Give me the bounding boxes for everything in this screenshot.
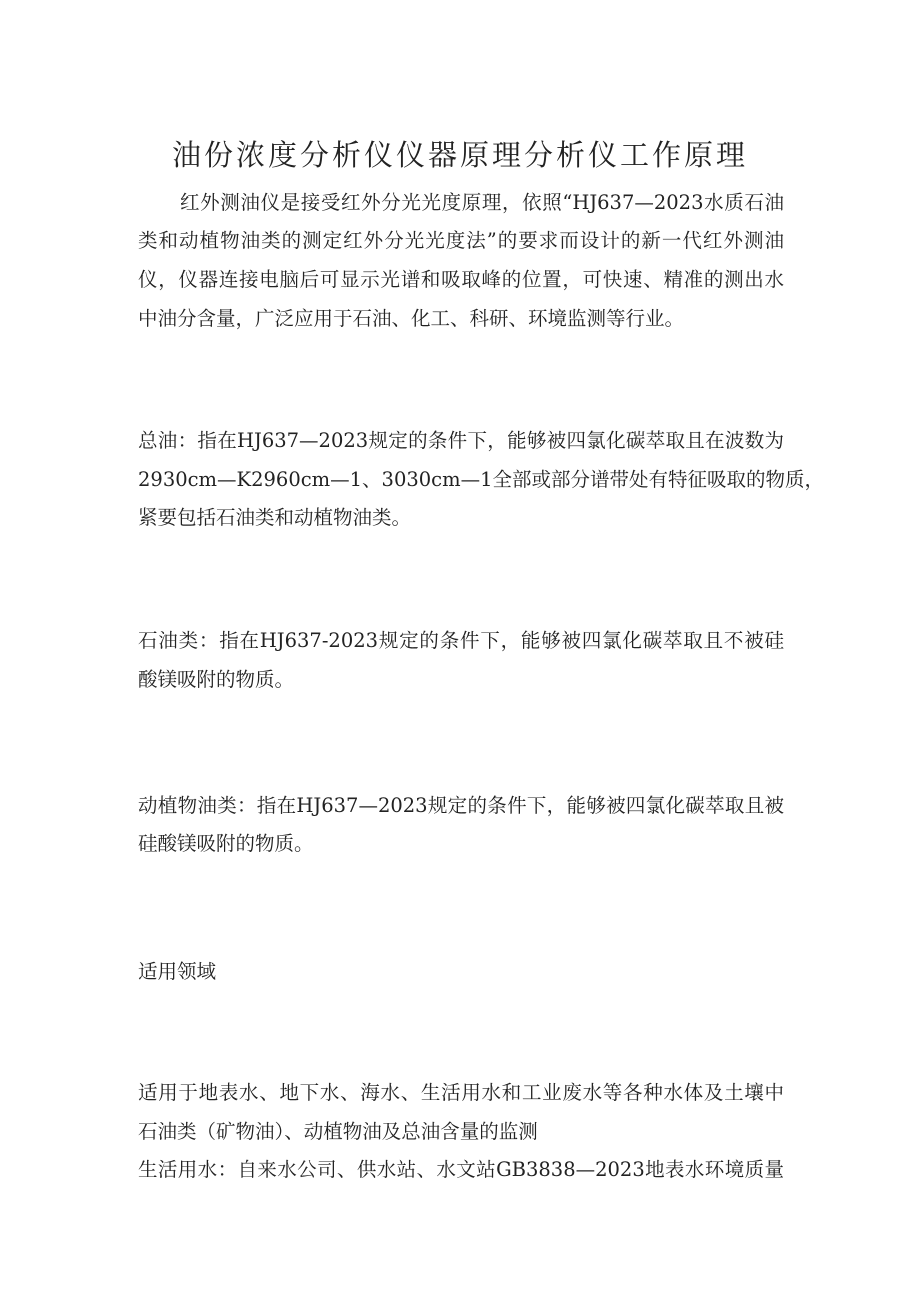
text-line: 适用于地表水、地下水、海水、生活用水和工业废水等各种水体及土壤中 (138, 1081, 784, 1104)
text-line: 2930cm—K2960cm—1、3030cm—1全部或部分谱带处有特征吸取的物质， (138, 468, 824, 491)
text-line: 总油：指在HJ637—2023规定的条件下，能够被四氯化碳萃取且在波数为 (138, 429, 784, 452)
text-line: 石油类：指在HJ637-2023规定的条件下，能够被四氯化碳萃取且不被硅 (138, 629, 784, 652)
text-line: 紧要包括石油类和动植物油类。 (138, 506, 412, 529)
text-line: 酸镁吸附的物质。 (138, 668, 295, 691)
text-line: 石油类（矿物油）、动植物油及总油含量的监测 (138, 1120, 538, 1143)
text-line: 类和动植物油类的测定红外分光光度法”的要求而设计的新一代红外测油 (138, 229, 784, 252)
text-line: 生活用水：自来水公司、供水站、水文站GB3838—2023地表水环境质量 (138, 1158, 784, 1181)
text-line: 仪，仪器连接电脑后可显示光谱和吸取峰的位置，可快速、精准的测出水 (138, 268, 784, 291)
text-line: 红外测油仪是接受红外分光光度原理，依照“HJ637—2023水质石油 (180, 191, 784, 214)
text-line: 中油分含量，广泛应用于石油、化工、科研、环境监测等行业。 (138, 307, 685, 330)
text-line: 硅酸镁吸附的物质。 (138, 832, 314, 855)
scope-heading: 适用领域 (138, 960, 217, 983)
text-line: 动植物油类：指在HJ637—2023规定的条件下，能够被四氯化碳萃取且被 (138, 794, 784, 817)
document-title: 油份浓度分析仪仪器原理分析仪工作原理 (171, 138, 748, 173)
